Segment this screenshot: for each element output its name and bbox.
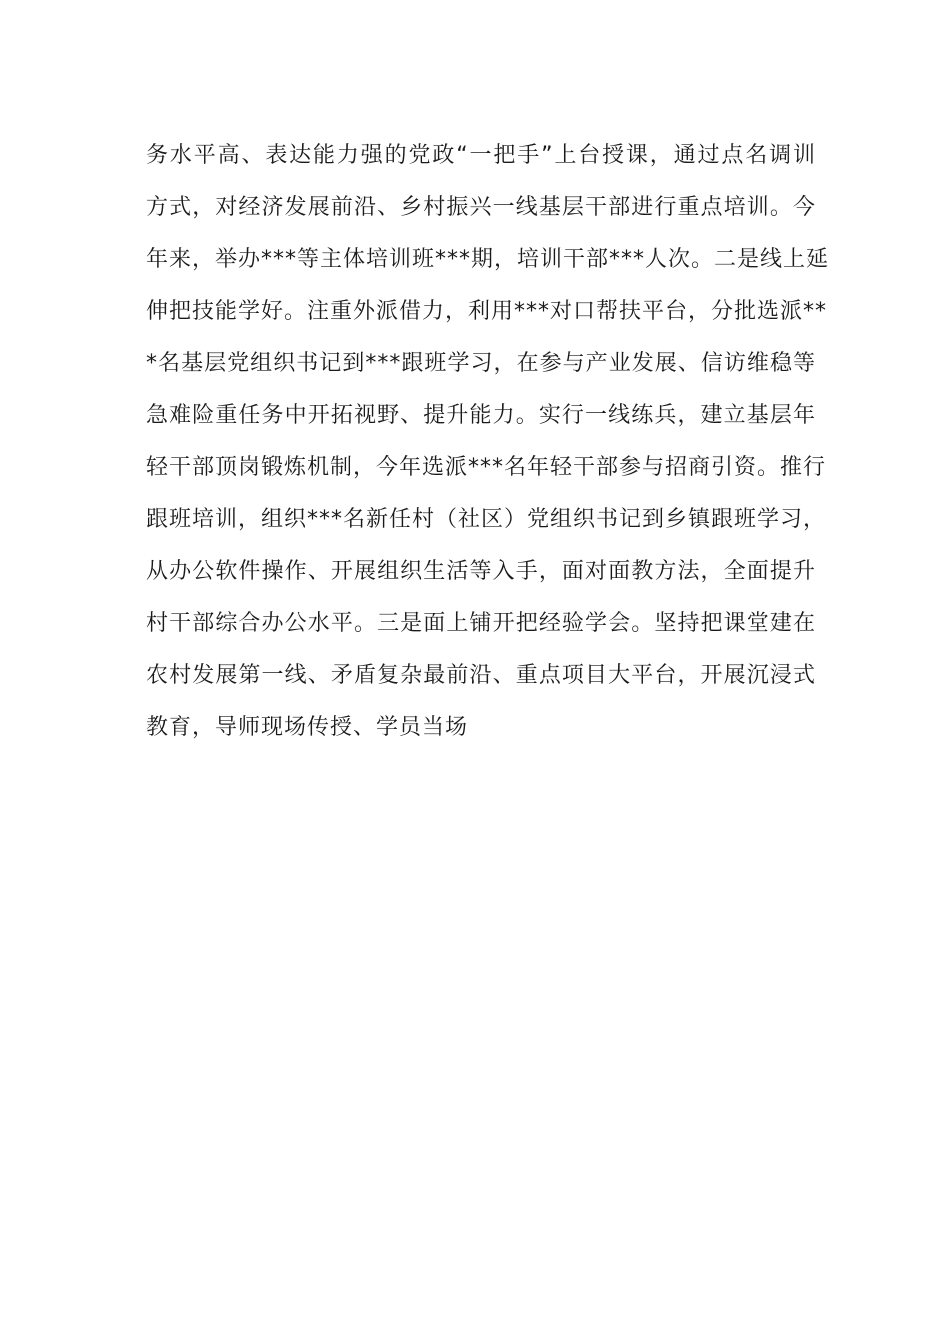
text-line: 年来，举办***等主体培训班***期，培训干部***人次。二是线上延 — [146, 247, 830, 272]
text-line: 轻干部顶岗锻炼机制，今年选派***名年轻干部参与招商引资。推行 — [146, 455, 827, 480]
text-line: 农村发展第一线、矛盾复杂最前沿、重点项目大平台，开展沉浸式 — [146, 663, 816, 688]
text-line: 务水平高、表达能力强的党政“一把手”上台授课，通过点名调训 — [146, 143, 816, 168]
text-line: 村干部综合办公水平。三是面上铺开把经验学会。坚持把课堂建在 — [146, 611, 816, 636]
text-line: 从办公软件操作、开展组织生活等入手，面对面教方法，全面提升 — [146, 559, 816, 584]
text-line: 跟班培训，组织***名新任村（社区）党组织书记到乡镇跟班学习， — [146, 507, 827, 532]
text-line: 伸把技能学好。注重外派借力，利用***对口帮扶平台，分批选派** — [146, 299, 828, 324]
body-paragraph — [146, 130, 830, 754]
text-line: 方式，对经济发展前沿、乡村振兴一线基层干部进行重点培训。今 — [146, 195, 816, 220]
text-line: 教育，导师现场传授、学员当场 — [146, 715, 469, 740]
text-line: *名基层党组织书记到***跟班学习，在参与产业发展、信访维稳等 — [146, 351, 816, 376]
text-line: 急难险重任务中开拓视野、提升能力。实行一线练兵，建立基层年 — [146, 403, 816, 428]
